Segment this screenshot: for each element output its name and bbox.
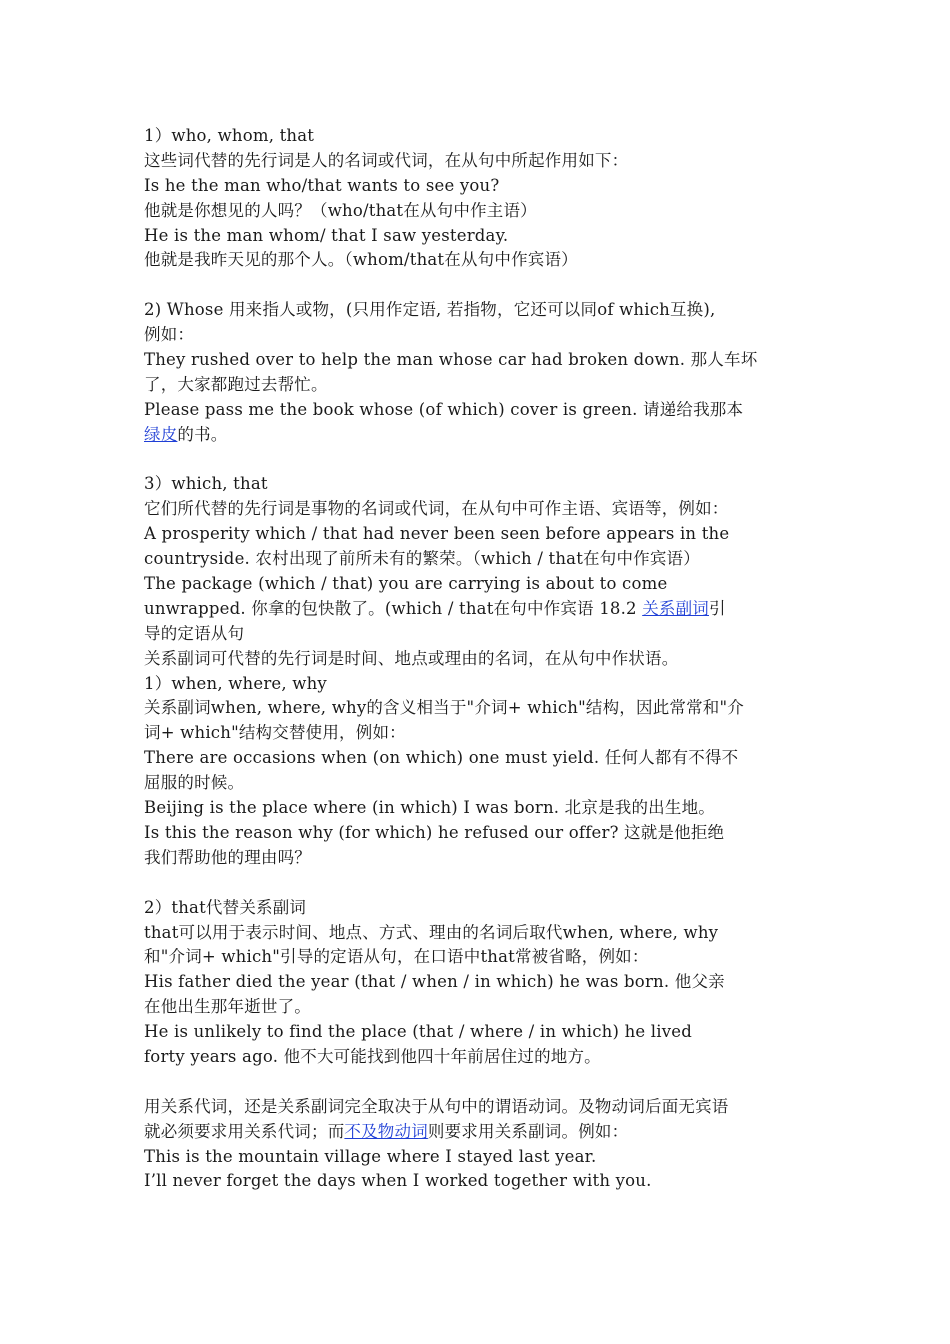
text-line: 关系副词可代替的先行词是时间、地点或理由的名词，在从句中作状语。 [144, 648, 679, 668]
text-line: 了，大家都跑过去帮忙。 [144, 374, 328, 394]
text-line: 关系副词when, where, why的含义相当于"介词+ which"结构，因此常常和"介 [144, 698, 744, 718]
section-heading: 2) Whose 用来指人或物，(只用作定语, 若指物，它还可以同of which互换), [144, 300, 716, 320]
text-line: His father died the year (that / when / in which) he was born. 他父亲 [144, 972, 725, 992]
text-line: I’ll never forget the days when I worked together with you. [144, 1171, 652, 1191]
blank-line [144, 273, 816, 298]
section-heading: 1）who, whom, that [144, 126, 315, 145]
text-line: He is the man whom/ that I saw yesterday. [144, 225, 509, 245]
link-green-cover[interactable]: 绿皮 [144, 424, 178, 444]
text-line: He is unlikely to find the place (that / where / in which) he lived [144, 1022, 693, 1042]
text-line: Please pass me the book whose (of which) cover is green. 请递给我那本 [144, 399, 744, 419]
section-heading: 3）which, that [144, 474, 268, 494]
text-line [144, 423, 816, 448]
text-line: 和"介词+ which"引导的定语从句，在口语中that常被省略，例如： [144, 947, 649, 967]
text-line [144, 597, 816, 622]
text-fragment: 的书。 [177, 424, 228, 444]
text-line [144, 1120, 816, 1145]
text-line: 用关系代词，还是关系副词完全取决于从句中的谓语动词。及物动词后面无宾语 [144, 1096, 729, 1116]
text-fragment: 则要求用关系副词。例如： [427, 1121, 629, 1141]
text-line: 词+ which"结构交替使用，例如： [144, 723, 406, 743]
blank-line [144, 1070, 816, 1095]
text-line: 在他出生那年逝世了。 [144, 997, 311, 1017]
text-line: 他就是我昨天见的那个人。（whom/that在从句中作宾语） [144, 250, 578, 270]
link-intransitive-verb[interactable]: 不及物动词 [344, 1121, 428, 1141]
link-relative-adverb[interactable]: 关系副词 [642, 598, 709, 618]
text-line: 我们帮助他的理由吗？ [144, 847, 311, 867]
blank-line [144, 871, 816, 896]
text-line: Is he the man who/that wants to see you? [144, 175, 500, 195]
text-line: 它们所代替的先行词是事物的名词或代词，在从句中可作主语、宾语等，例如： [144, 499, 729, 519]
text-fragment: 引 [709, 598, 726, 618]
text-line: Beijing is the place where (in which) I was born. 北京是我的出生地。 [144, 798, 715, 818]
text-line: 导的定语从句 [144, 623, 245, 643]
text-line: They rushed over to help the man whose car had broken down. 那人车坏 [144, 350, 758, 370]
text-line: 他就是你想见的人吗？（who/that在从句中作主语） [144, 200, 537, 220]
text-line: that可以用于表示时间、地点、方式、理由的名词后取代when, where, why [144, 922, 719, 942]
section-heading: 2）that代替关系副词 [144, 897, 307, 917]
text-line: 屈服的时候。 [144, 773, 245, 793]
blank-line [144, 448, 816, 473]
text-fragment: unwrapped. 你拿的包快散了。(which / that在句中作宾语 18.2 [144, 598, 643, 618]
text-line: A prosperity which / that had never been seen before appears in the [144, 524, 730, 544]
text-line: countryside. 农村出现了前所未有的繁荣。（which / that在句中作宾语） [144, 549, 700, 569]
text-line: forty years ago. 他不大可能找到他四十年前居住过的地方。 [144, 1046, 601, 1066]
text-line: 例如： [144, 325, 195, 345]
text-line: There are occasions when (on which) one must yield. 任何人都有不得不 [144, 748, 739, 768]
document-page [144, 124, 816, 1194]
section-heading: 1）when, where, why [144, 673, 327, 693]
text-line: This is the mountain village where I stayed last year. [144, 1146, 597, 1166]
text-line: 这些词代替的先行词是人的名词或代词，在从句中所起作用如下： [144, 150, 629, 170]
text-line: Is this the reason why (for which) he refused our offer? 这就是他拒绝 [144, 822, 725, 842]
text-line: The package (which / that) you are carrying is about to come [144, 574, 668, 594]
text-fragment: 就必须要求用关系代词；而 [144, 1121, 345, 1141]
